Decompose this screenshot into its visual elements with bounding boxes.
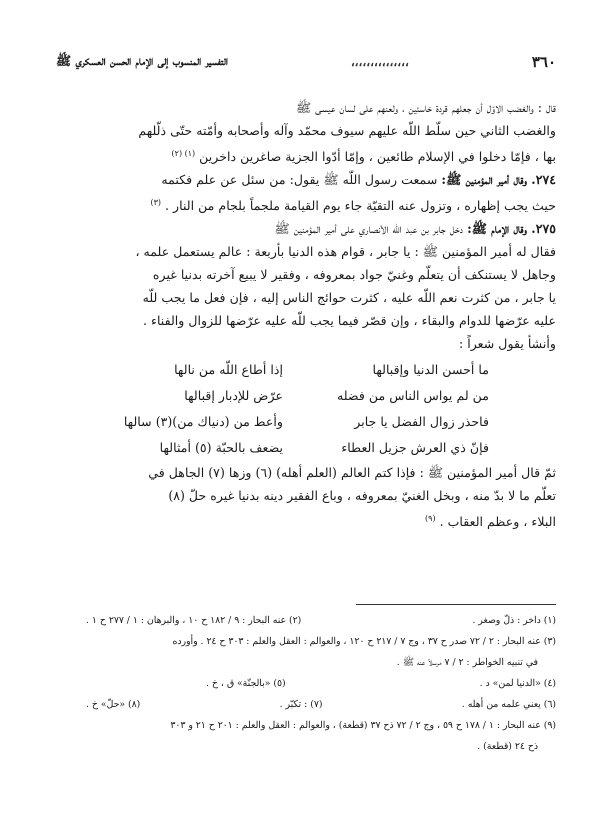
- page-number: ٣٦٠: [531, 53, 556, 71]
- running-title: التفسير المنسوب إلى الإمام الحسن العسكري ﷺ: [56, 52, 228, 68]
- footnote: (٢) عنه البحار : ٩ / ١٨٢ ح ١٠ ، والبرهان : ١ / ٢٧٧ ح ١ .: [86, 615, 302, 626]
- footnote: (٣) عنه البحار : ٢ / ٧٢ صدر ح ٣٧ ، وج ٧ / ٢١٧ ح ١٢٠ ، والعوالم : العقل والعلم : ٣٠٣ ح ٢٤ . وأورده: [172, 636, 556, 647]
- poem-hemistich: فاحذر زوال الفضل يا جابر: [354, 414, 489, 430]
- footnote: (٩) عنه البحار : ١ / ١٧٨ ح ٥٩ ، وج ٢ / ٧٢ ذح ٣٧ (قطعة) ، والعوالم : العقل والعلم : ٢٠١ ح ٢١ و ٣٠٣: [170, 720, 556, 731]
- text-line: ثمّ قال أمير المؤمنين ﷺ : فإذا كتم العالم (العلم أهله) (٦) وزها (٧) الجاهل في: [148, 465, 556, 481]
- entry-275: ٢٧٥. وقال الإمام ﷺ: دخل جابر بن عبد اللّه الأنصاري على أمير المؤمنين ﷺ: [274, 221, 556, 237]
- footnote: (١) داخر : ذلّ وصغر .: [472, 615, 556, 626]
- poem-hemistich: وأعط من (دنياك من)(٣) سالها: [123, 414, 283, 430]
- text-line: بها ، فإمّا دخلوا في الإسلام طائعين ، وإمّا أدّوا الجزية صاغرين داخرين $^{(١) (٢)}$: [171, 149, 556, 165]
- book-page: [56, 52, 556, 534]
- footnote-ref: (٣): [150, 198, 161, 208]
- footnote: (٦) يعني علمه من أهله .: [461, 699, 556, 710]
- poem-verse: [56, 357, 556, 383]
- footnote: في تنبيه الخواطر : ٢ / ٧ مرسلاً عنه ﷺ .: [396, 657, 538, 668]
- entry-number: ٢٧٤. وقال أمير المؤمنين ﷺ:: [441, 172, 556, 188]
- text-line: عليه عرّضها للدوام والبقاء ، وإن قصّر فيما يجب للّه عليه عرّضها للزوال والفناء .: [143, 313, 556, 329]
- header-ornament: ،،،،،،،،،،،،،،،: [350, 55, 409, 69]
- footnotes: [56, 604, 556, 757]
- poem-verse: [56, 435, 556, 461]
- main-text: [56, 96, 556, 534]
- footnote-separator: [356, 604, 556, 605]
- poem-hemistich: يضعف بالحبّة (٥) أمثالها: [159, 440, 283, 456]
- footnote: (٨) «حلّ» خ .: [86, 699, 141, 710]
- poem-hemistich: ما أحسن الدنيا وإقبالها: [372, 362, 489, 378]
- footnote-row: [56, 694, 556, 715]
- page-header: [56, 52, 556, 72]
- footnote: (٧) : تكبّر .: [279, 699, 323, 710]
- text-line: وجاهل لا يستنكف أن يتعلّم وغنيّ جواد بمعروفه ، وفقير لا يبيع آخرته بدنيا غيره: [152, 267, 556, 283]
- entry-274: ٢٧٤. وقال أمير المؤمنين ﷺ: سمعت رسول اللّه ﷺ يقول: من سئل عن علم فكتمه: [161, 172, 556, 188]
- poem-hemistich: عرّض للإدبار إقبالها: [184, 388, 283, 404]
- poem-verse: [56, 409, 556, 435]
- text-line: تعلّم ما لا بدّ منه ، وبخل الغنيّ بمعروفه ، وباع الفقير دينه بدنيا غيره حلّ (٨): [168, 488, 556, 504]
- poem: [56, 357, 556, 461]
- entry-number: ٢٧٥. وقال الإمام ﷺ:: [467, 221, 556, 237]
- poem-hemistich: إذا أطاع اللّه من نالها: [174, 362, 283, 378]
- footnote-ref: (٩): [425, 514, 436, 524]
- poem-verse: [56, 383, 556, 409]
- footnote-ref: (١) (٢): [171, 149, 196, 158]
- text-line: فقال له أمير المؤمنين ﷺ : يا جابر ، قوام هذه الدنيا بأربعة : عالم يستعمل علمه ،: [135, 244, 556, 260]
- text-line: يا جابر ، من كثرت نعم اللّه عليه ، كثرت حوائج الناس إليه ، فإن فعل ما يجب للّه: [142, 290, 556, 306]
- footnote-row: [56, 673, 556, 694]
- text-line: البلاء ، وعظم العقاب . $^{(٩)}$: [425, 514, 556, 530]
- poem-hemistich: من لم يواس الناس من فضله: [337, 388, 489, 404]
- footnote: (٤) «الدنيا لمن» د .: [479, 678, 556, 689]
- footnote: ذح ٢٤ (قطعة) .: [477, 741, 538, 752]
- text-line: وأنشأ يقول شعراً :: [458, 336, 556, 352]
- footnote: (٥) «بالجنّة» ق ، خ .: [206, 678, 286, 689]
- text-line: قال : والغضب الاوّل أن جعلهم قردة خاسئين ، ولعنهم على لسان عيسى ﷺ: [295, 100, 556, 115]
- text-line: حيث يجب إظهاره ، وتزول عنه التقيّة جاء يوم القيامة ملجماً بلجام من النار . $^{(٣)}$: [150, 198, 556, 214]
- footnote-row: [56, 604, 556, 631]
- text-line: والغضب الثاني حين سلّط اللّه عليهم سيوف محمّد وآله وأصحابه وأمّته حتّى ذلّلهم: [138, 123, 556, 138]
- poem-hemistich: فإنّ ذي العرش جزيل العطاء: [341, 440, 489, 456]
